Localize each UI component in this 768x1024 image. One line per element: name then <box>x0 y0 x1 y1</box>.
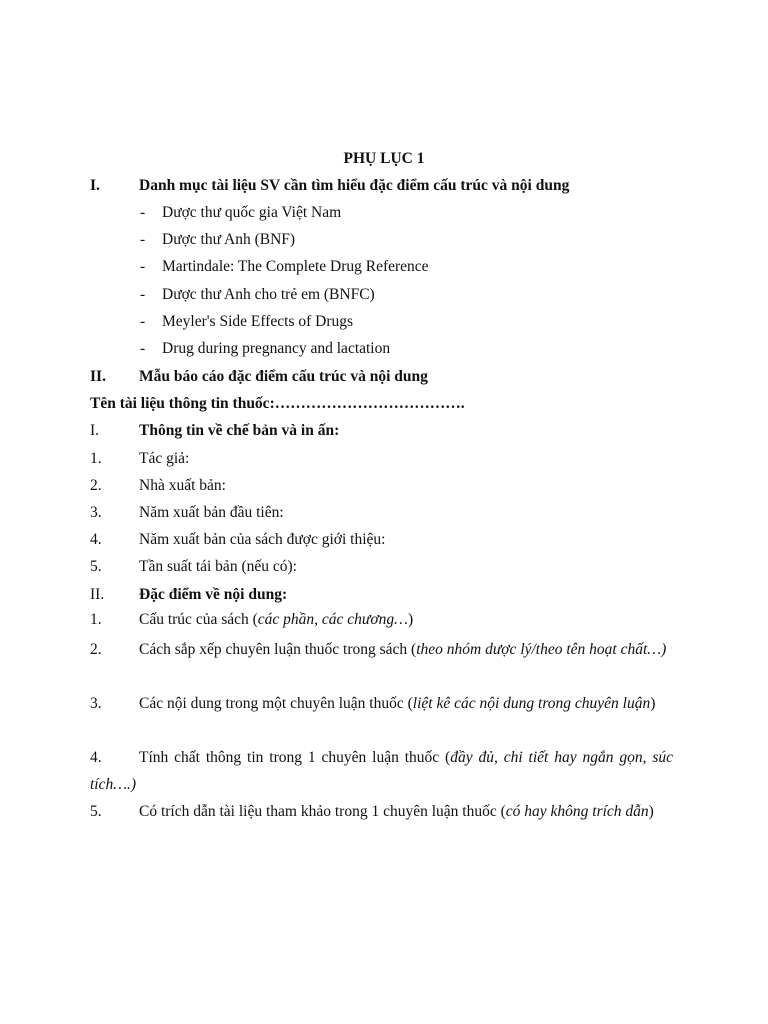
item-text: Các nội dung trong một chuyên luận thuốc ( <box>139 695 413 712</box>
section1-number: I. <box>90 177 100 194</box>
part2-heading: Đặc điểm về nội dung: <box>139 586 288 603</box>
appendix-title: PHỤ LỤC 1 <box>343 150 425 167</box>
item-text: Tác giả: <box>139 450 190 467</box>
bullet-dash: - <box>140 204 146 221</box>
list-item-text: Dược thư Anh (BNF) <box>162 231 296 248</box>
list-item-text: Dược thư Anh cho trẻ em (BNFC) <box>162 286 375 303</box>
item-text: Tần suất tái bản (nếu có): <box>139 558 297 575</box>
item-number: 5. <box>90 803 102 820</box>
part2-item <box>90 744 673 798</box>
item-italic-note: có hay không trích dẫn <box>505 803 649 820</box>
item-number: 5. <box>90 558 102 575</box>
bullet-dash: - <box>140 258 146 275</box>
section2-heading: Mẫu báo cáo đặc điểm cấu trúc và nội dung <box>139 368 428 385</box>
item-paragraph <box>90 798 673 825</box>
part1-number: I. <box>90 422 100 439</box>
item-text: Cách sắp xếp chuyên luận thuốc trong sách ( <box>139 641 417 658</box>
part1-heading: Thông tin về chế bản và in ấn: <box>139 422 340 439</box>
part2-number: II. <box>90 586 105 603</box>
doc-name-label-text: Tên tài liệu thông tin thuốc:………………………………. <box>90 395 465 412</box>
item-tail: ) <box>407 611 414 628</box>
list-item-text: Meyler's Side Effects of Drugs <box>162 313 354 330</box>
section2-number: II. <box>90 368 106 385</box>
part2-item <box>90 690 673 717</box>
item-text: Có trích dẫn tài liệu tham khảo trong 1 chuyên luận thuốc ( <box>139 803 506 820</box>
section1-heading: Danh mục tài liệu SV cần tìm hiểu đặc điểm cấu trúc và nội dung <box>139 177 570 194</box>
item-number: 1. <box>90 450 102 467</box>
item-text: Tính chất thông tin trong 1 chuyên luận thuốc ( <box>139 749 451 766</box>
item-italic-note: đầy đủ, chi tiết hay ngắn gọn, súc tích….) <box>90 749 673 793</box>
item-paragraph <box>90 744 673 798</box>
doc-name-label <box>90 395 673 413</box>
list-item-text: Drug during pregnancy and lactation <box>162 340 391 357</box>
item-paragraph <box>90 606 673 633</box>
bullet-dash: - <box>140 231 146 248</box>
bullet-dash: - <box>140 313 146 330</box>
item-tail: ) <box>650 695 656 712</box>
item-italic-note: các phần, các chương… <box>257 611 408 628</box>
item-number: 3. <box>90 504 102 521</box>
item-number: 2. <box>90 477 102 494</box>
bullet-dash: - <box>140 286 146 303</box>
list-item-text: Dược thư quốc gia Việt Nam <box>162 204 342 221</box>
item-text: Nhà xuất bản: <box>139 477 226 494</box>
bullet-dash: - <box>140 340 146 357</box>
list-item-text: Martindale: The Complete Drug Reference <box>162 258 429 275</box>
item-italic-note: liệt kê các nội dung trong chuyên luận <box>412 695 651 712</box>
item-tail: ) <box>648 803 654 820</box>
item-number: 4. <box>90 749 102 766</box>
part2-item <box>90 798 673 825</box>
item-number: 4. <box>90 531 102 548</box>
item-number: 3. <box>90 695 102 712</box>
item-text: Năm xuất bản của sách được giới thiệu: <box>139 531 386 548</box>
item-text: Cấu trúc của sách ( <box>139 611 258 628</box>
part2-item <box>90 606 673 633</box>
item-italic-note: theo nhóm dược lý/theo tên hoạt chất…) <box>416 641 667 658</box>
item-number: 2. <box>90 641 102 658</box>
item-paragraph <box>90 690 673 717</box>
item-text: Năm xuất bản đầu tiên: <box>139 504 284 521</box>
item-paragraph <box>90 636 673 663</box>
part2-item <box>90 636 673 663</box>
item-number: 1. <box>90 611 102 628</box>
